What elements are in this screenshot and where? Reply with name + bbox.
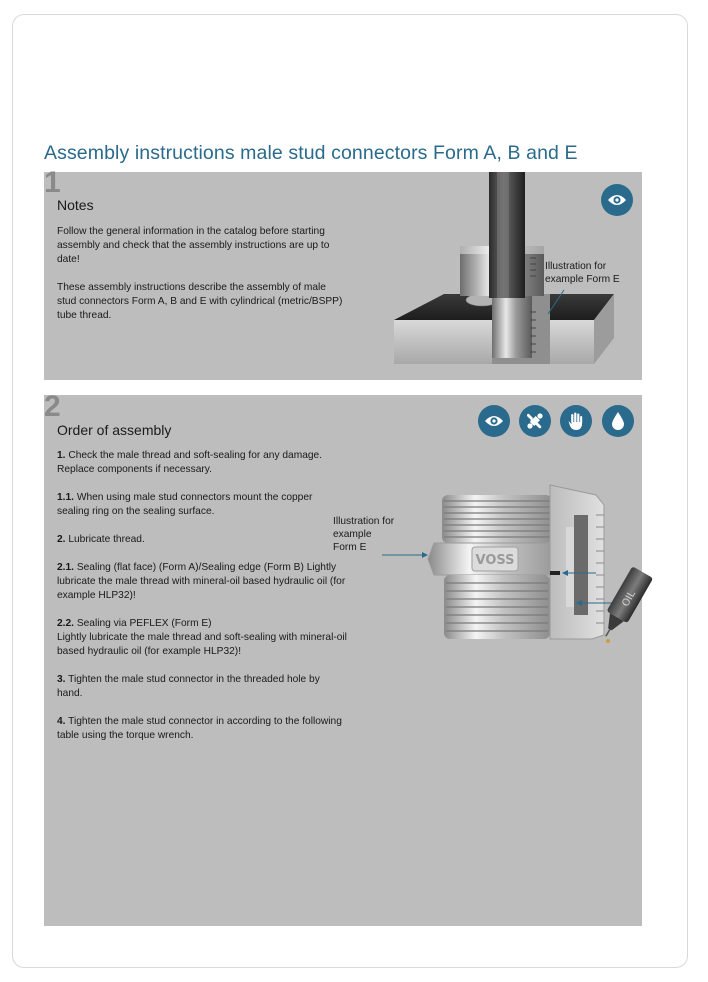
notes-paragraph-1: Follow the general information in the catalog before starting assembly and check that the assembly instructions are up to date! <box>57 226 330 265</box>
step-item: 4. Tighten the male stud connector in according to the following table using the torque wrench. <box>57 716 342 741</box>
oil-label-text: OIL <box>620 589 639 609</box>
document-title: Assembly instructions male stud connectors Form A, B and E <box>44 142 578 164</box>
step-item: 2.1. Sealing (flat face) (Form A)/Sealing edge (Form B) Lightly lubricate the male thread with mineral-oil based hydraulic oil (for example HLP32)! <box>57 562 346 601</box>
notes-illustration-label: Illustration for example Form E <box>545 261 620 285</box>
step-item: 3. Tighten the male stud connector in the threaded hole by hand. <box>57 674 320 699</box>
section-number: 2 <box>44 390 61 423</box>
section-heading: Notes <box>57 197 94 213</box>
section-notes <box>44 166 642 380</box>
eye-icon <box>478 405 510 437</box>
section-order-of-assembly <box>44 390 642 926</box>
assembly-steps <box>57 449 347 743</box>
step-item: 1. Check the male thread and soft-sealing for any damage. Replace components if necessary. <box>57 450 323 475</box>
hand-icon <box>560 405 592 437</box>
notes-paragraph-2: These assembly instructions describe the assembly of male stud connectors Form A, B and E with cylindrical (metric/BSPP) tube thread. <box>57 282 343 321</box>
step-item: 2. Lubricate thread. <box>57 534 145 545</box>
drop-icon <box>602 405 634 437</box>
fitting-brand-text: VOSS <box>475 553 515 568</box>
step-item: 1.1. When using male stud connectors mount the copper sealing ring on the sealing surface. <box>57 492 313 517</box>
assembly-illustration-label: Illustration for example Form E <box>333 516 395 553</box>
section-heading: Order of assembly <box>57 422 172 438</box>
form-e-fitting-illustration <box>334 475 639 705</box>
section-number: 1 <box>44 166 61 199</box>
eye-icon <box>601 184 633 216</box>
step-item: 2.2. Sealing via PEFLEX (Form E) Lightly lubricate the male thread and soft-sealing with mineral-oil based hydraulic oil (for example HLP32)! <box>57 618 347 657</box>
wrench-icon <box>519 405 551 437</box>
notes-text <box>57 225 347 323</box>
